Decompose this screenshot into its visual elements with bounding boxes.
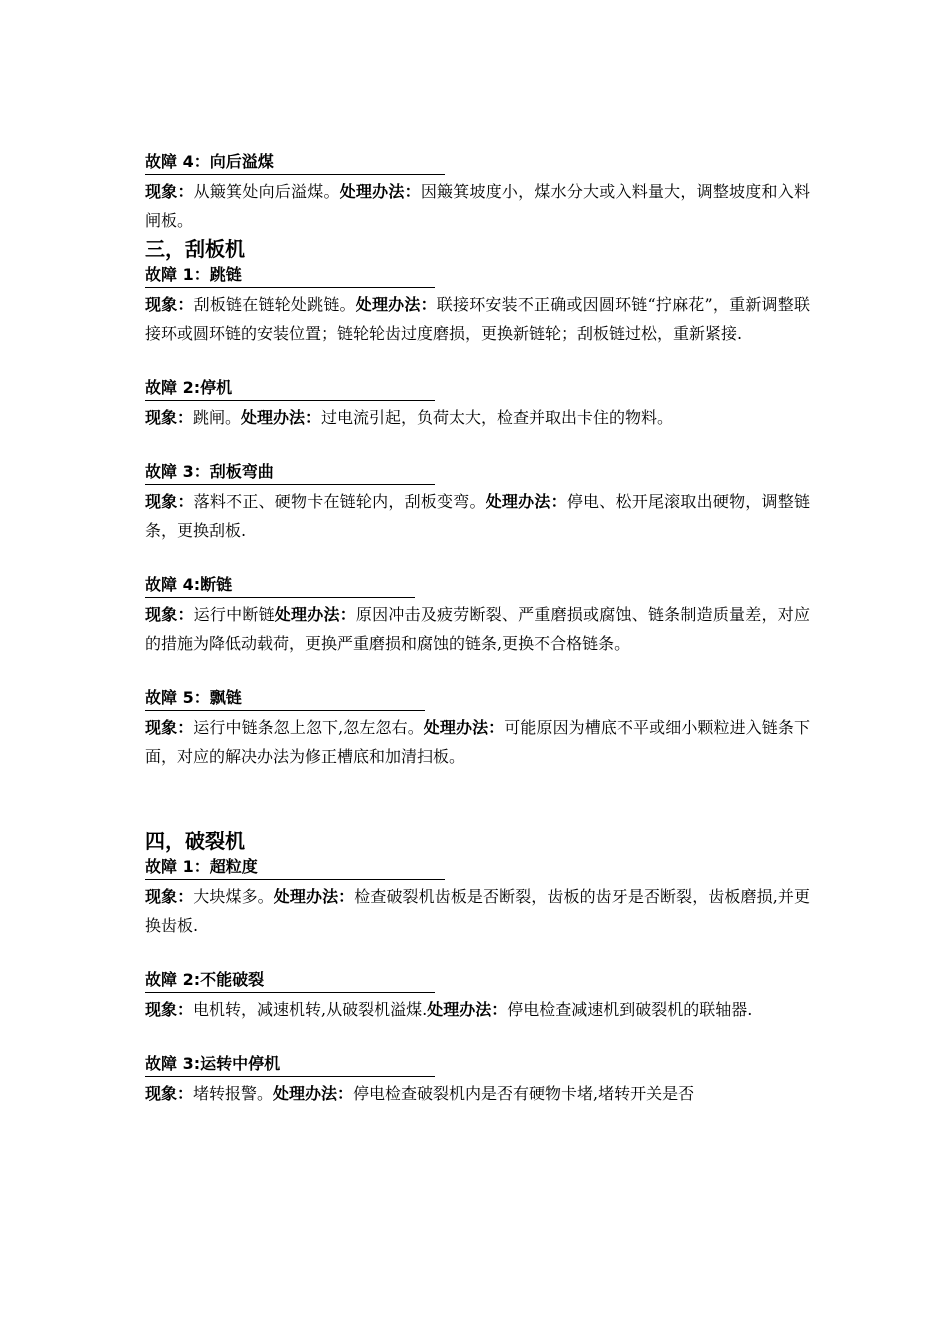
fault-title: 故障 5：飘链 <box>145 686 425 711</box>
fault-block-s2-f4 <box>145 150 810 235</box>
solution-text: 停电检查减速机到破裂机的联轴器. <box>507 1000 753 1019</box>
fault-title: 故障 2:停机 <box>145 376 435 401</box>
solution-text: 联接环安装不正确或因圆环链“拧麻花”，重新调整联接环或圆环链的安装位置；链轮轮齿过度磨损，更换新链轮；刮板链过松，重新紧接. <box>145 295 810 343</box>
fault-block-s3-f5 <box>145 686 810 771</box>
solution-text: 停电检查破裂机内是否有硬物卡堵,堵转开关是否 <box>353 1084 695 1103</box>
fault-description <box>145 290 810 348</box>
symptom-text: 大块煤多。 <box>193 887 274 906</box>
symptom-text: 运行中链条忽上忽下,忽左忽右。 <box>193 718 424 737</box>
section-title-crusher: 四，破裂机 <box>145 829 245 853</box>
fault-description <box>145 995 810 1024</box>
symptom-text: 刮板链在链轮处跳链。 <box>193 295 356 314</box>
symptom-text: 跳闸。 <box>193 408 242 427</box>
fault-title: 故障 4:断链 <box>145 573 415 598</box>
fault-block-s4-f2 <box>145 968 810 1024</box>
solution-label: 处理办法： <box>273 1084 354 1103</box>
solution-label: 处理办法： <box>427 1000 508 1019</box>
fault-block-s4-f1 <box>145 855 810 940</box>
solution-text: 因簸箕坡度小，煤水分大或入料量大，调整坡度和入料闸板。 <box>145 182 810 230</box>
solution-text: 过电流引起，负荷太大，检查并取出卡住的物料。 <box>321 408 674 427</box>
fault-description <box>145 487 810 545</box>
solution-label: 处理办法： <box>355 295 437 314</box>
fault-title: 故障 2:不能破裂 <box>145 968 435 993</box>
fault-description <box>145 600 810 658</box>
fault-block-s3-f3 <box>145 460 810 545</box>
symptom-label: 现象： <box>145 1084 194 1103</box>
fault-title: 故障 3:运转中停机 <box>145 1052 435 1077</box>
fault-description <box>145 713 810 771</box>
solution-text: 检查破裂机齿板是否断裂，齿板的齿牙是否断裂，齿板磨损,并更换齿板. <box>145 887 810 935</box>
fault-title: 故障 4：向后溢煤 <box>145 150 445 175</box>
solution-label: 处理办法： <box>339 182 421 201</box>
fault-block-s4-f3 <box>145 1052 810 1108</box>
fault-description <box>145 1079 810 1108</box>
symptom-text: 电机转，减速机转,从破裂机溢煤. <box>193 1000 428 1019</box>
symptom-text: 堵转报警。 <box>193 1084 274 1103</box>
solution-label: 处理办法： <box>485 492 567 511</box>
solution-label: 处理办法： <box>423 718 505 737</box>
document-content <box>145 150 810 1108</box>
symptom-label: 现象： <box>145 1000 194 1019</box>
symptom-label: 现象： <box>145 182 194 201</box>
symptom-label: 现象： <box>145 718 194 737</box>
fault-block-s3-f1 <box>145 263 810 348</box>
solution-text: 可能原因为槽底不平或细小颗粒进入链条下面，对应的解决办法为修正槽底和加清扫板。 <box>145 718 810 766</box>
fault-block-s3-f4 <box>145 573 810 658</box>
fault-description <box>145 403 810 432</box>
symptom-label: 现象： <box>145 408 194 427</box>
solution-label: 处理办法： <box>274 605 356 624</box>
fault-description <box>145 882 810 940</box>
solution-label: 处理办法： <box>273 887 355 906</box>
solution-text: 停电、松开尾滚取出硬物，调整链条，更换刮板. <box>145 492 810 540</box>
symptom-label: 现象： <box>145 605 194 624</box>
fault-block-s3-f2 <box>145 376 810 432</box>
solution-text: 原因冲击及疲劳断裂、严重磨损或腐蚀、链条制造质量差，对应的措施为降低动载荷，更换严重磨损和腐蚀的链条,更换不合格链条。 <box>145 605 810 653</box>
symptom-text: 从簸箕处向后溢煤。 <box>193 182 340 201</box>
symptom-label: 现象： <box>145 887 194 906</box>
symptom-label: 现象： <box>145 295 194 314</box>
symptom-text: 落料不正、硬物卡在链轮内，刮板变弯。 <box>193 492 486 511</box>
fault-title: 故障 3：刮板弯曲 <box>145 460 435 485</box>
fault-title: 故障 1：超粒度 <box>145 855 445 880</box>
symptom-label: 现象： <box>145 492 194 511</box>
symptom-text: 运行中断链 <box>193 605 275 624</box>
solution-label: 处理办法： <box>241 408 322 427</box>
fault-title: 故障 1：跳链 <box>145 263 435 288</box>
fault-description <box>145 177 810 235</box>
section-title-scraper: 三，刮板机 <box>145 237 245 261</box>
